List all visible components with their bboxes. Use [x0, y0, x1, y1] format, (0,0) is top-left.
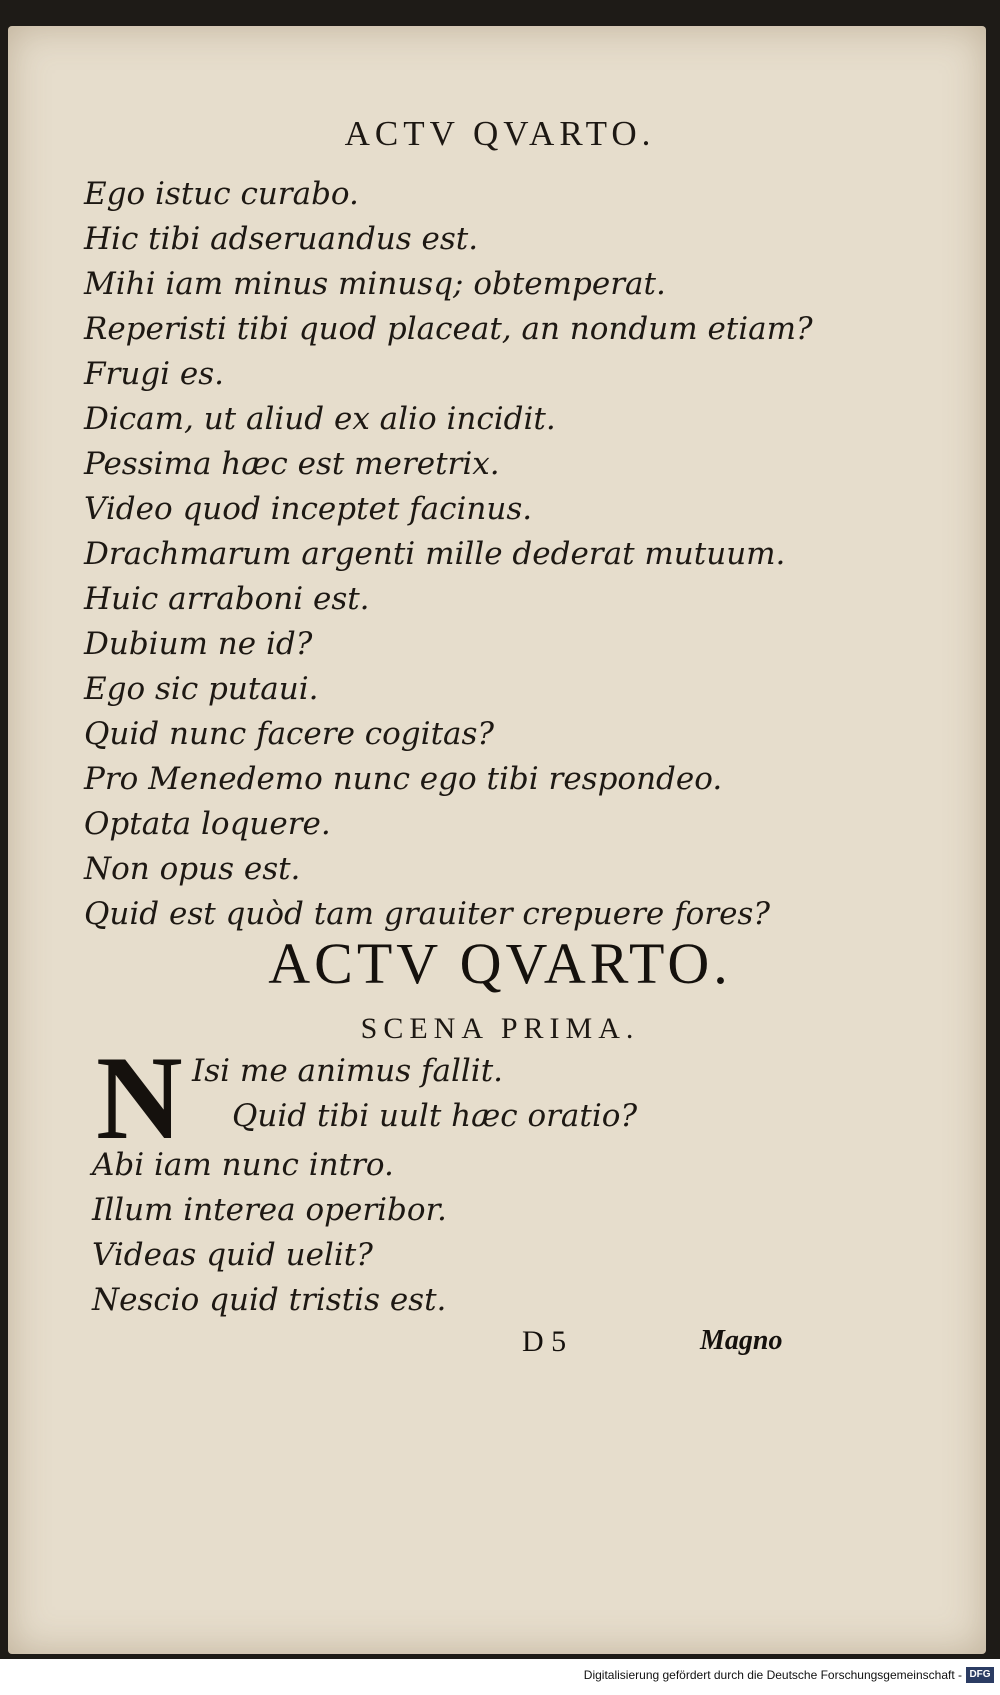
text-line: Pro Menedemo nunc ego tibi respondeo.: [84, 761, 723, 797]
text-line: Drachmarum argenti mille dederat mutuum.: [84, 536, 786, 572]
text-line: Mihi iam minus minusq; obtemperat.: [84, 266, 666, 302]
text-line: Non opus est.: [84, 851, 301, 887]
text-line: Ego sic putaui.: [84, 671, 319, 707]
scene-first-line: Isi me animus fallit.: [192, 1053, 504, 1089]
scene-title: SCENA PRIMA.: [360, 1012, 640, 1045]
text-line: Dicam, ut aliud ex alio incidit.: [84, 401, 556, 437]
running-head: ACTV QVARTO.: [344, 114, 656, 153]
text-line: Huic arraboni est.: [84, 581, 370, 617]
signature-mark: D 5: [522, 1325, 567, 1358]
text-line: Reperisti tibi quod placeat, an nondum etiam?: [84, 311, 813, 347]
funding-note: Digitalisierung gefördert durch die Deutsche Forschungsgemeinschaft -: [583, 1668, 962, 1682]
scene-second-line: Quid tibi uult hæc oratio?: [232, 1098, 638, 1134]
text-line: Frugi es.: [84, 356, 225, 392]
text-line: Ego istuc curabo.: [84, 176, 359, 212]
text-line: Quid est quòd tam grauiter crepuere fores?: [84, 896, 770, 932]
text-line: Abi iam nunc intro.: [92, 1147, 394, 1183]
dialogue-lines: [84, 172, 813, 937]
dfg-logo-icon: DFG: [966, 1667, 994, 1683]
text-line: Pessima hæc est meretrix.: [84, 446, 500, 482]
text-line: Video quod inceptet facinus.: [84, 491, 533, 527]
text-line: Quid nunc facere cogitas?: [84, 716, 495, 752]
catchword: Magno: [700, 1325, 783, 1356]
text-line: Nescio quid tristis est.: [92, 1282, 447, 1318]
text-line: Optata loquere.: [84, 806, 331, 842]
scene-lines: [92, 1143, 447, 1323]
footer-bar: [0, 1659, 1000, 1695]
text-line: Hic tibi adseruandus est.: [84, 221, 479, 257]
drop-cap: N: [96, 1031, 183, 1164]
text-line: Dubium ne id?: [84, 626, 313, 662]
text-line: Videas quid uelit?: [92, 1237, 373, 1273]
text-line: Illum interea operibor.: [92, 1192, 447, 1228]
act-title: ACTV QVARTO.: [268, 931, 732, 996]
